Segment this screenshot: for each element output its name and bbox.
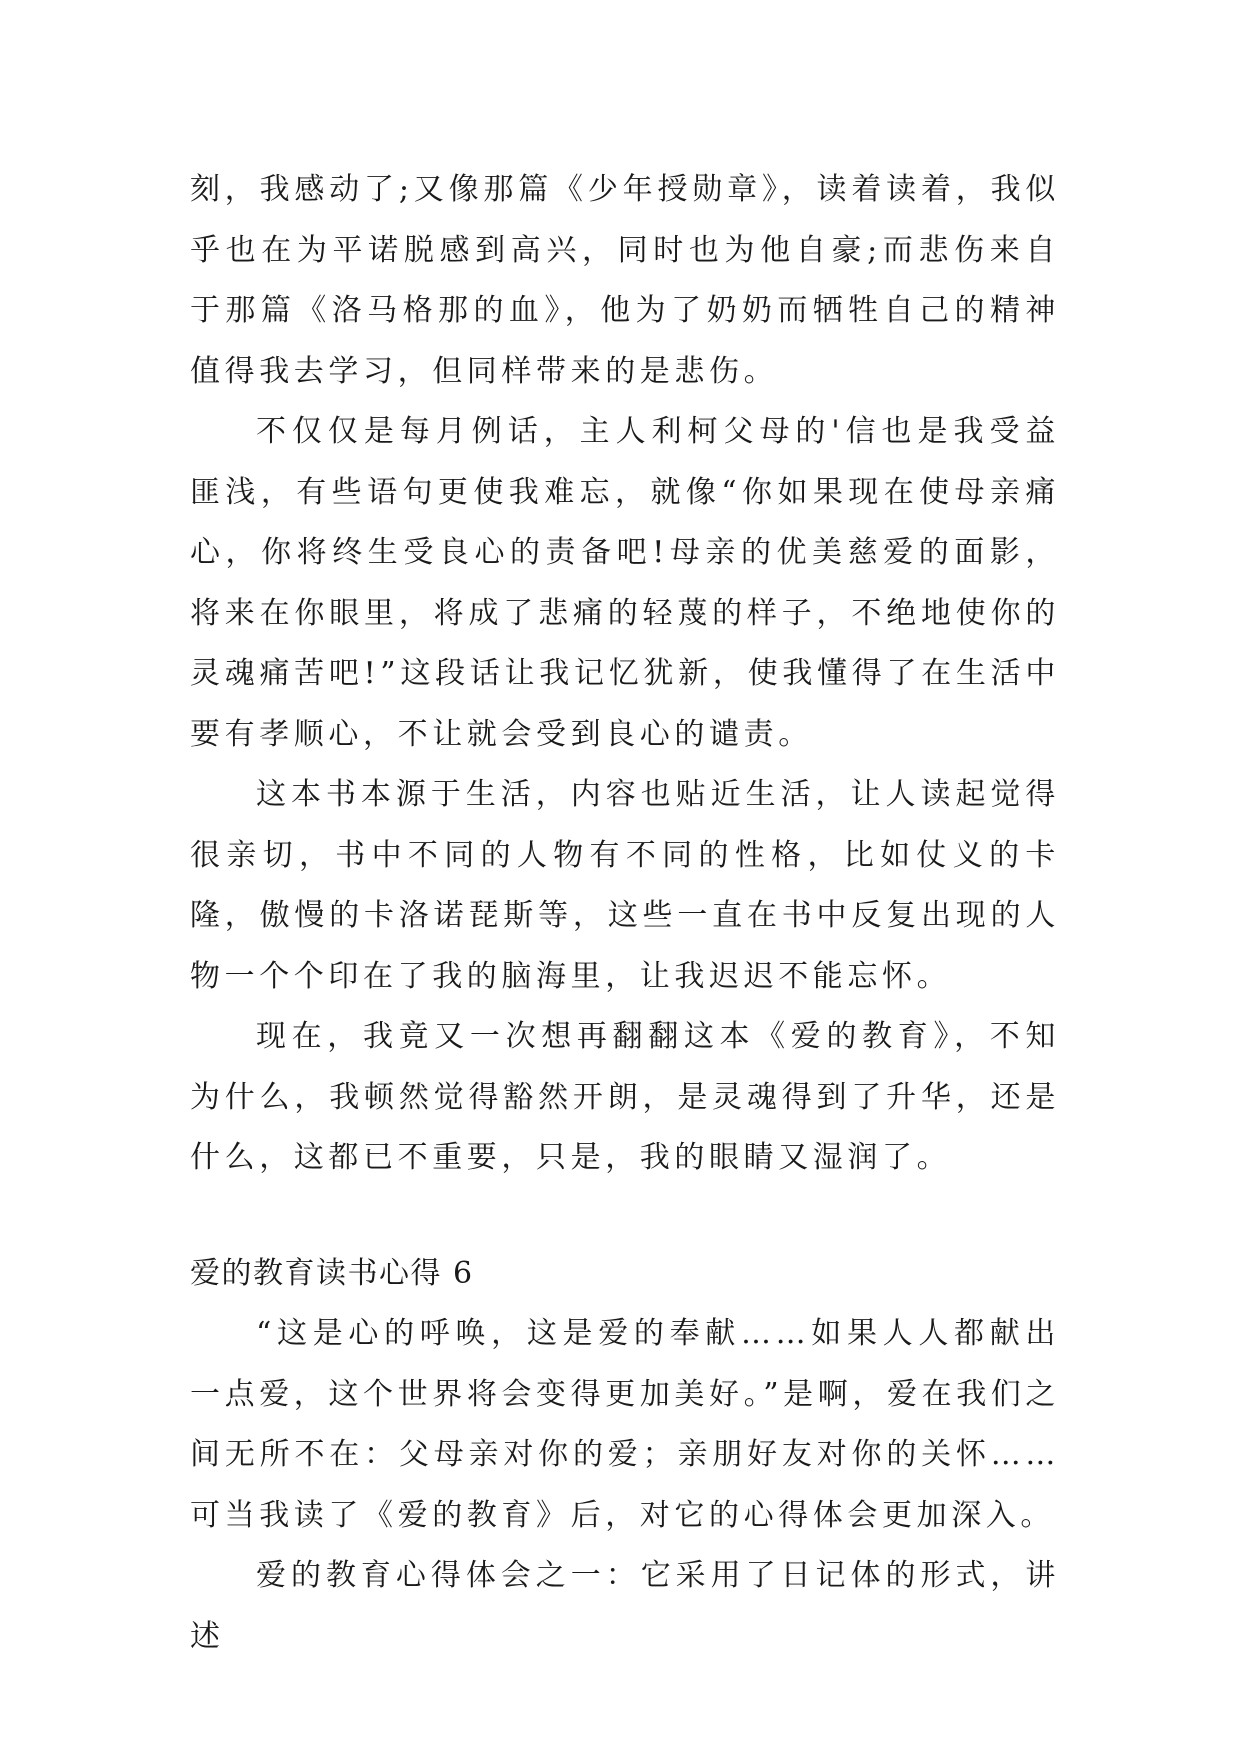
document-page [190, 160, 1060, 1667]
paragraph-reflection: 现在，我竟又一次想再翻翻这本《爱的教育》，不知为什么，我顿然觉得豁然开朗，是灵魂得到了升华，还是什么，这都已不重要，只是，我的眼睛又湿润了。 [190, 1019, 1060, 1175]
paragraph-intro: “这是心的呼唤，这是爱的奉献……如果人人都献出一点爱，这个世界将会变得更加美好。”是啊，爱在我们之间无所不在：父母亲对你的爱；亲朋好友对你的关怀……可当我读了《爱的教育》后，对它的心得体会更加深入。 [190, 1316, 1060, 1533]
paragraph-continued: 刻，我感动了;又像那篇《少年授勋章》，读着读着，我似乎也在为平诺脱感到高兴，同时也为他自豪;而悲伤来自于那篇《洛马格那的血》，他为了奶奶而牺牲自己的精神值得我去学习，但同样带来的是悲伤。 [190, 172, 1060, 389]
section-heading: 爱的教育读书心得 6 [190, 1255, 474, 1291]
paragraph-letters: 不仅仅是每月例话，主人利柯父母的'信也是我受益匪浅，有些语句更使我难忘，就像“你如果现在使母亲痛心，你将终生受良心的责备吧!母亲的优美慈爱的面影，将来在你眼里，将成了悲痛的轻蔑的样子，不绝地使你的灵魂痛苦吧!”这段话让我记忆犹新，使我懂得了在生活中要有孝顺心，不让就会受到良心的谴责。 [190, 414, 1060, 752]
paragraph-insight-one: 爱的教育心得体会之一：它采用了日记体的形式，讲述 [190, 1558, 1060, 1654]
paragraph-characters: 这本书本源于生活，内容也贴近生活，让人读起觉得很亲切，书中不同的人物有不同的性格，比如仗义的卡隆，傲慢的卡洛诺琵斯等，这些一直在书中反复出现的人物一个个印在了我的脑海里，让我迟迟不能忘怀。 [190, 777, 1060, 994]
